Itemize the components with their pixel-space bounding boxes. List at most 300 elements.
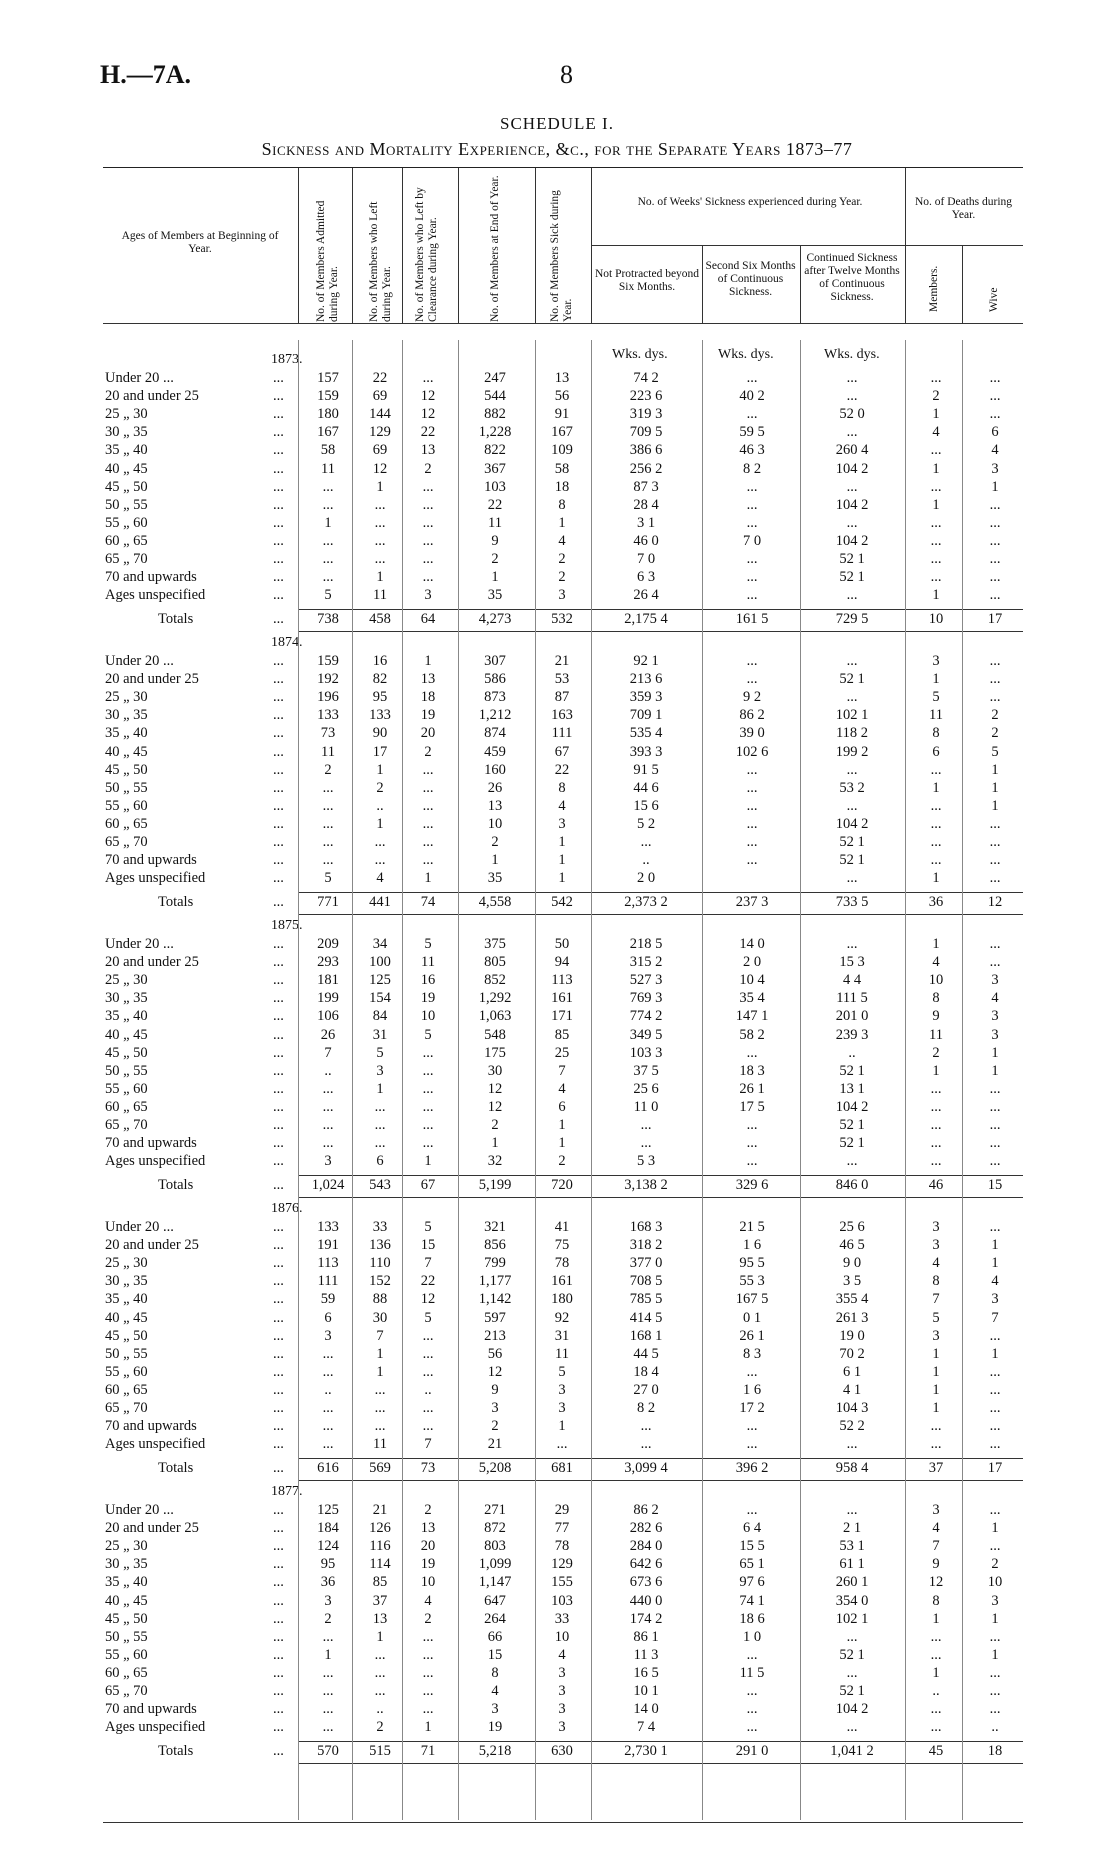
cell-not-protracted: 218 5 <box>629 936 663 952</box>
cell-deaths-members: ... <box>930 569 942 586</box>
totals-label: Totals <box>158 1743 194 1760</box>
cell-sick: 111 <box>551 725 573 742</box>
cell-clearance: ... <box>422 779 434 796</box>
cell-deaths-members: .. <box>932 1683 940 1699</box>
cell-end: 805 <box>484 954 506 971</box>
cell-not-protracted: 535 4 <box>629 725 663 742</box>
age-label: 35 „ 40 <box>105 1574 148 1591</box>
cell-not-protracted: 25 6 <box>633 1080 659 1097</box>
table-row <box>103 1611 1023 1629</box>
cell-end: 3 <box>491 1701 499 1718</box>
cell-deaths-members: 3 <box>932 1327 940 1344</box>
cell-sick: 2 <box>558 551 566 567</box>
cell-clearance: 5 <box>424 1309 432 1326</box>
cell-not-protracted: 10 1 <box>633 1683 659 1699</box>
cell-end: 852 <box>484 972 506 989</box>
cell-second-six: ... <box>746 653 758 669</box>
leader-dots: ... <box>273 725 284 742</box>
cell-second-six: 396 2 <box>735 1460 769 1477</box>
cell-admitted: 157 <box>317 370 339 386</box>
cell-end: 367 <box>484 460 506 477</box>
cell-left: ... <box>374 1683 386 1699</box>
cell-deaths-wive: 1 <box>991 1646 999 1663</box>
age-label: 50 „ 55 <box>105 1628 148 1645</box>
table-row <box>103 1135 1023 1153</box>
leader-dots: ... <box>273 1460 284 1477</box>
column-rule <box>535 340 536 1820</box>
cell-continued: ... <box>846 1502 858 1518</box>
cell-end: 11 <box>488 514 502 531</box>
cell-clearance: 18 <box>420 689 436 706</box>
cell-left: ... <box>374 1135 386 1152</box>
cell-admitted: 113 <box>317 1255 339 1272</box>
header-bottom-rule <box>103 323 1023 324</box>
cell-left: 82 <box>372 671 388 688</box>
table-row <box>103 1310 1023 1328</box>
cell-continued: 52 1 <box>839 1135 865 1152</box>
header-second-six: Second Six Months of Continuous Sickness. <box>705 260 796 298</box>
cell-not-protracted: 785 5 <box>629 1291 663 1308</box>
cell-sick: 85 <box>554 1026 570 1043</box>
cell-second-six: ... <box>746 569 758 586</box>
cell-left: 441 <box>369 894 391 911</box>
cell-left: 126 <box>369 1520 391 1537</box>
cell-admitted: 11 <box>321 743 335 760</box>
cell-sick: 103 <box>551 1592 573 1609</box>
cell-continued: 9 0 <box>842 1255 862 1272</box>
table-row <box>103 1400 1023 1418</box>
cell-second-six: ... <box>746 1044 758 1061</box>
cell-left: 136 <box>369 1237 391 1254</box>
cell-second-six: 147 1 <box>735 1008 769 1025</box>
cell-clearance: 5 <box>424 1219 432 1235</box>
cell-second-six: 17 2 <box>739 1400 765 1416</box>
cell-second-six: ... <box>746 1502 758 1518</box>
table-row <box>103 1045 1023 1063</box>
leader-dots: ... <box>273 1098 284 1115</box>
leader-dots: ... <box>273 1538 284 1555</box>
cell-admitted: ... <box>322 551 334 567</box>
cell-sick: 78 <box>554 1255 570 1272</box>
table-subtitle: Sickness and Mortality Experience, &c., for the Separate Years 1873–77 <box>261 139 853 159</box>
cell-second-six: 329 6 <box>735 1177 769 1194</box>
cell-continued: 733 5 <box>835 894 869 911</box>
cell-clearance: ... <box>422 496 434 513</box>
table-row <box>103 780 1023 798</box>
cell-sick: 1 <box>558 1418 566 1435</box>
cell-deaths-wive: 4 <box>991 1273 999 1290</box>
cell-deaths-wive: 1 <box>991 1237 999 1254</box>
cell-continued: .. <box>848 1044 856 1061</box>
cell-sick: 3 <box>558 1400 566 1416</box>
age-label: 65 „ 70 <box>105 551 148 567</box>
cell-not-protracted: 315 2 <box>629 954 663 971</box>
leader-dots: ... <box>273 1628 284 1645</box>
table-row <box>103 515 1023 533</box>
age-label: 50 „ 55 <box>105 1345 148 1362</box>
table-row <box>103 1063 1023 1081</box>
cell-second-six: 39 0 <box>739 725 765 742</box>
cell-left: 84 <box>372 1008 388 1025</box>
cell-not-protracted: 8 2 <box>636 1400 656 1416</box>
cell-end: 22 <box>487 496 503 513</box>
cell-not-protracted: 709 1 <box>629 707 663 724</box>
cell-continued: ... <box>846 514 858 531</box>
cell-second-six: 35 4 <box>739 990 765 1007</box>
cell-not-protracted: 386 6 <box>629 442 663 459</box>
header-divider-2 <box>352 168 353 323</box>
cell-continued: 13 1 <box>839 1080 865 1097</box>
cell-second-six: 1 6 <box>742 1237 762 1254</box>
cell-admitted: ... <box>322 834 334 850</box>
cell-left: ... <box>374 551 386 567</box>
age-label: 55 „ 60 <box>105 1363 148 1380</box>
cell-clearance: 12 <box>420 406 436 423</box>
cell-deaths-wive: ... <box>989 1628 1001 1645</box>
cell-end: 803 <box>484 1538 506 1555</box>
cell-second-six: ... <box>746 514 758 531</box>
cell-end: 873 <box>484 689 506 706</box>
cell-not-protracted: 16 5 <box>633 1664 659 1681</box>
age-label: 20 and under 25 <box>105 954 199 971</box>
cell-continued: ... <box>846 478 858 495</box>
table-row <box>103 1273 1023 1291</box>
age-label: Under 20 ... <box>105 370 174 386</box>
cell-clearance: 2 <box>424 460 432 477</box>
cell-clearance: 2 <box>424 1610 432 1627</box>
leader-dots: ... <box>273 1701 284 1718</box>
cell-deaths-wive: 1 <box>991 1062 999 1079</box>
cell-continued: 52 0 <box>839 406 865 423</box>
cell-continued: 260 1 <box>835 1574 869 1591</box>
totals-bottom-rule <box>298 631 1023 632</box>
cell-not-protracted: 3,099 4 <box>624 1460 668 1477</box>
header-divider-1 <box>298 168 299 323</box>
cell-clearance: 19 <box>420 1556 436 1573</box>
cell-end: 9 <box>491 532 499 549</box>
leader-dots: ... <box>273 460 284 477</box>
cell-left: 144 <box>369 406 391 423</box>
totals-rule <box>298 609 1023 610</box>
cell-deaths-members: 1 <box>932 870 940 887</box>
table-row <box>103 762 1023 780</box>
cell-sick: 29 <box>554 1502 570 1518</box>
cell-deaths-wive: ... <box>989 1327 1001 1344</box>
cell-second-six: 161 5 <box>735 611 769 628</box>
cell-clearance: ... <box>422 797 434 814</box>
cell-end: 548 <box>484 1026 506 1043</box>
table-row <box>103 671 1023 689</box>
leader-dots: ... <box>273 779 284 796</box>
cell-sick: 3 <box>558 1719 566 1736</box>
cell-not-protracted: 86 1 <box>633 1628 659 1645</box>
cell-end: 12 <box>487 1080 503 1097</box>
cell-clearance: 10 <box>420 1008 436 1025</box>
table-row <box>103 1027 1023 1045</box>
cell-not-protracted: 5 3 <box>636 1153 656 1170</box>
cell-sick: 3 <box>558 815 566 832</box>
header-divider-3 <box>402 168 403 323</box>
table-row <box>103 1364 1023 1382</box>
table-row <box>103 852 1023 870</box>
cell-end: 12 <box>487 1363 503 1380</box>
cell-clearance: 10 <box>420 1574 436 1591</box>
leader-dots: ... <box>273 689 284 706</box>
cell-second-six: 18 6 <box>739 1610 765 1627</box>
totals-row <box>103 611 1023 629</box>
cell-not-protracted: 223 6 <box>629 388 663 405</box>
cell-deaths-members: 1 <box>932 496 940 513</box>
age-label: 60 „ 65 <box>105 1098 148 1115</box>
cell-end: 4 <box>491 1683 499 1699</box>
cell-second-six: 1 6 <box>742 1381 762 1398</box>
cell-end: 1 <box>491 852 499 869</box>
cell-sick: 91 <box>554 406 570 423</box>
cell-end: 66 <box>487 1628 503 1645</box>
cell-not-protracted: 414 5 <box>629 1309 663 1326</box>
leader-dots: ... <box>273 1026 284 1043</box>
cell-second-six: ... <box>746 1683 758 1699</box>
table-row <box>103 1629 1023 1647</box>
cell-left: ... <box>374 1381 386 1398</box>
cell-clearance: 4 <box>424 1592 432 1609</box>
cell-not-protracted: 168 1 <box>629 1327 663 1344</box>
cell-left: 3 <box>376 1062 384 1079</box>
table-row <box>103 1701 1023 1719</box>
cell-continued: 239 3 <box>835 1026 869 1043</box>
cell-left: 90 <box>372 725 388 742</box>
cell-not-protracted: ... <box>640 1436 652 1453</box>
cell-left: 69 <box>372 442 388 459</box>
leader-dots: ... <box>273 852 284 869</box>
cell-continued: ... <box>846 1719 858 1736</box>
header-divider-7 <box>702 245 703 323</box>
cell-second-six: ... <box>746 1117 758 1133</box>
cell-end: 21 <box>487 1436 503 1453</box>
cell-deaths-members: ... <box>930 1117 942 1133</box>
header-weeks-group: No. of Weeks' Sickness experienced during Year. <box>637 196 863 208</box>
cell-second-six: ... <box>746 1701 758 1718</box>
cell-left: ... <box>374 1646 386 1663</box>
cell-deaths-wive: ... <box>989 569 1001 586</box>
cell-not-protracted: ... <box>640 1135 652 1152</box>
cell-admitted: ... <box>322 1683 334 1699</box>
cell-clearance: 5 <box>424 1026 432 1043</box>
cell-left: 515 <box>369 1743 391 1760</box>
table-row <box>103 1237 1023 1255</box>
cell-not-protracted: 44 5 <box>633 1345 659 1362</box>
header-admitted-text: No. of Members Admitted during Year. <box>315 200 340 322</box>
cell-continued: 25 6 <box>839 1219 865 1235</box>
table-row <box>103 1538 1023 1556</box>
cell-deaths-wive: 3 <box>991 1291 999 1308</box>
cell-sick: 31 <box>554 1327 570 1344</box>
cell-sick: 2 <box>558 1153 566 1170</box>
table-row <box>103 1593 1023 1611</box>
cell-deaths-members: ... <box>930 815 942 832</box>
cell-clearance: 1 <box>424 870 432 887</box>
cell-deaths-wive: ... <box>989 1418 1001 1435</box>
cell-admitted: 2 <box>324 761 332 778</box>
cell-deaths-members: 1 <box>932 1363 940 1380</box>
cell-deaths-members: ... <box>930 370 942 386</box>
age-label: 45 „ 50 <box>105 1610 148 1627</box>
cell-clearance: 2 <box>424 743 432 760</box>
table-row <box>103 1153 1023 1171</box>
year-heading: 1875. <box>271 918 303 933</box>
cell-continued: 4 1 <box>842 1381 862 1398</box>
cell-end: 856 <box>484 1237 506 1254</box>
cell-not-protracted: 359 3 <box>629 689 663 706</box>
header-wive: Wive <box>988 287 1000 312</box>
age-label: 50 „ 55 <box>105 779 148 796</box>
totals-rule <box>298 1741 1023 1742</box>
cell-second-six: ... <box>746 1135 758 1152</box>
cell-sick: 1 <box>558 834 566 850</box>
table-row <box>103 1081 1023 1099</box>
cell-not-protracted: 28 4 <box>633 496 659 513</box>
cell-left: 88 <box>372 1291 388 1308</box>
cell-admitted: 125 <box>317 1502 339 1518</box>
leader-dots: ... <box>273 1719 284 1736</box>
leader-dots: ... <box>273 743 284 760</box>
cell-clearance: 22 <box>420 1273 436 1290</box>
cell-continued: 52 1 <box>839 852 865 869</box>
cell-continued: 46 5 <box>839 1237 865 1254</box>
cell-not-protracted: 14 0 <box>633 1701 659 1718</box>
age-label: Ages unspecified <box>105 1436 206 1453</box>
age-label: Under 20 ... <box>105 1502 174 1518</box>
cell-deaths-wive: 5 <box>991 743 999 760</box>
cell-admitted: 616 <box>317 1460 339 1477</box>
cell-continued: 102 1 <box>835 1610 869 1627</box>
cell-continued: 104 2 <box>835 460 869 477</box>
cell-second-six: 97 6 <box>739 1574 765 1591</box>
age-label: 60 „ 65 <box>105 815 148 832</box>
cell-deaths-members: 10 <box>928 611 944 628</box>
cell-sick: 4 <box>558 1080 566 1097</box>
cell-deaths-wive: ... <box>989 815 1001 832</box>
cell-continued: 52 1 <box>839 569 865 586</box>
cell-deaths-members: 9 <box>932 1008 940 1025</box>
cell-left: 2 <box>376 1719 384 1736</box>
cell-not-protracted: 2,373 2 <box>624 894 668 911</box>
cell-admitted: ... <box>322 1135 334 1152</box>
cell-admitted: 73 <box>320 725 336 742</box>
cell-deaths-members: ... <box>930 1153 942 1170</box>
cell-admitted: 3 <box>324 1592 332 1609</box>
cell-sick: 171 <box>551 1008 573 1025</box>
table-row <box>103 533 1023 551</box>
leader-dots: ... <box>273 1219 284 1235</box>
cell-admitted: 133 <box>317 707 339 724</box>
table-bottom-rule <box>103 1822 1023 1823</box>
cell-not-protracted: 46 0 <box>633 532 659 549</box>
table-row <box>103 1291 1023 1309</box>
cell-end: 9 <box>491 1381 499 1398</box>
cell-continued: 52 1 <box>839 671 865 688</box>
cell-end: 2 <box>491 551 499 567</box>
cell-end: 1 <box>491 569 499 586</box>
cell-clearance: ... <box>422 370 434 386</box>
cell-second-six: 65 1 <box>739 1556 765 1573</box>
cell-left: 1 <box>376 1628 384 1645</box>
age-label: 20 and under 25 <box>105 388 199 405</box>
table-row <box>103 798 1023 816</box>
cell-sick: 18 <box>554 478 570 495</box>
cell-end: 1,292 <box>478 990 512 1007</box>
cell-continued: 52 2 <box>839 1418 865 1435</box>
cell-deaths-members: ... <box>930 1719 942 1736</box>
leader-dots: ... <box>273 1592 284 1609</box>
cell-clearance: ... <box>422 532 434 549</box>
cell-deaths-members: 5 <box>932 1309 940 1326</box>
cell-clearance: 2 <box>424 1502 432 1518</box>
cell-deaths-members: 8 <box>932 1592 940 1609</box>
cell-not-protracted: ... <box>640 1418 652 1435</box>
cell-left: 30 <box>372 1309 388 1326</box>
cell-end: 2 <box>491 1117 499 1133</box>
cell-not-protracted: ... <box>640 1117 652 1133</box>
cell-left: ... <box>374 1418 386 1435</box>
cell-deaths-wive: 1 <box>991 1255 999 1272</box>
leader-dots: ... <box>273 1436 284 1453</box>
cell-not-protracted: 3 1 <box>636 514 656 531</box>
cell-not-protracted: 673 6 <box>629 1574 663 1591</box>
leader-dots: ... <box>273 478 284 495</box>
cell-admitted: 5 <box>324 587 332 604</box>
table-row <box>103 1219 1023 1237</box>
cell-deaths-wive: ... <box>989 496 1001 513</box>
header-divider-4 <box>458 168 459 323</box>
cell-second-six: ... <box>746 478 758 495</box>
cell-deaths-wive: 17 <box>987 611 1003 628</box>
cell-left: 543 <box>369 1177 391 1194</box>
cell-left: .. <box>376 1701 384 1718</box>
cell-continued: ... <box>846 424 858 441</box>
leader-dots: ... <box>273 1291 284 1308</box>
cell-continued: 199 2 <box>835 743 869 760</box>
cell-clearance: 7 <box>424 1255 432 1272</box>
cell-not-protracted: 91 5 <box>633 761 659 778</box>
cell-end: 271 <box>484 1502 506 1518</box>
cell-admitted: 192 <box>317 671 339 688</box>
cell-deaths-members: 8 <box>932 1273 940 1290</box>
cell-continued: 52 1 <box>839 551 865 567</box>
cell-left: 95 <box>372 689 388 706</box>
cell-not-protracted: 7 4 <box>636 1719 656 1736</box>
cell-clearance: ... <box>422 1363 434 1380</box>
cell-deaths-members: 8 <box>932 990 940 1007</box>
cell-continued: ... <box>846 388 858 405</box>
header-subrule <box>591 245 1023 246</box>
cell-left: ... <box>374 496 386 513</box>
year-heading: 1873. <box>271 352 303 367</box>
leader-dots: ... <box>273 569 284 586</box>
cell-sick: 5 <box>558 1363 566 1380</box>
cell-deaths-wive: ... <box>989 1381 1001 1398</box>
cell-deaths-wive: 10 <box>987 1574 1003 1591</box>
cell-end: 1,228 <box>478 424 512 441</box>
age-label: 30 „ 35 <box>105 990 148 1007</box>
header-left-text: No. of Members who Left during Year. <box>368 201 393 322</box>
cell-sick: 2 <box>558 569 566 586</box>
cell-admitted: ... <box>322 1628 334 1645</box>
cell-admitted: .. <box>324 1062 332 1079</box>
cell-not-protracted: 282 6 <box>629 1520 663 1537</box>
cell-second-six: ... <box>746 1436 758 1453</box>
column-rule <box>298 340 299 1820</box>
